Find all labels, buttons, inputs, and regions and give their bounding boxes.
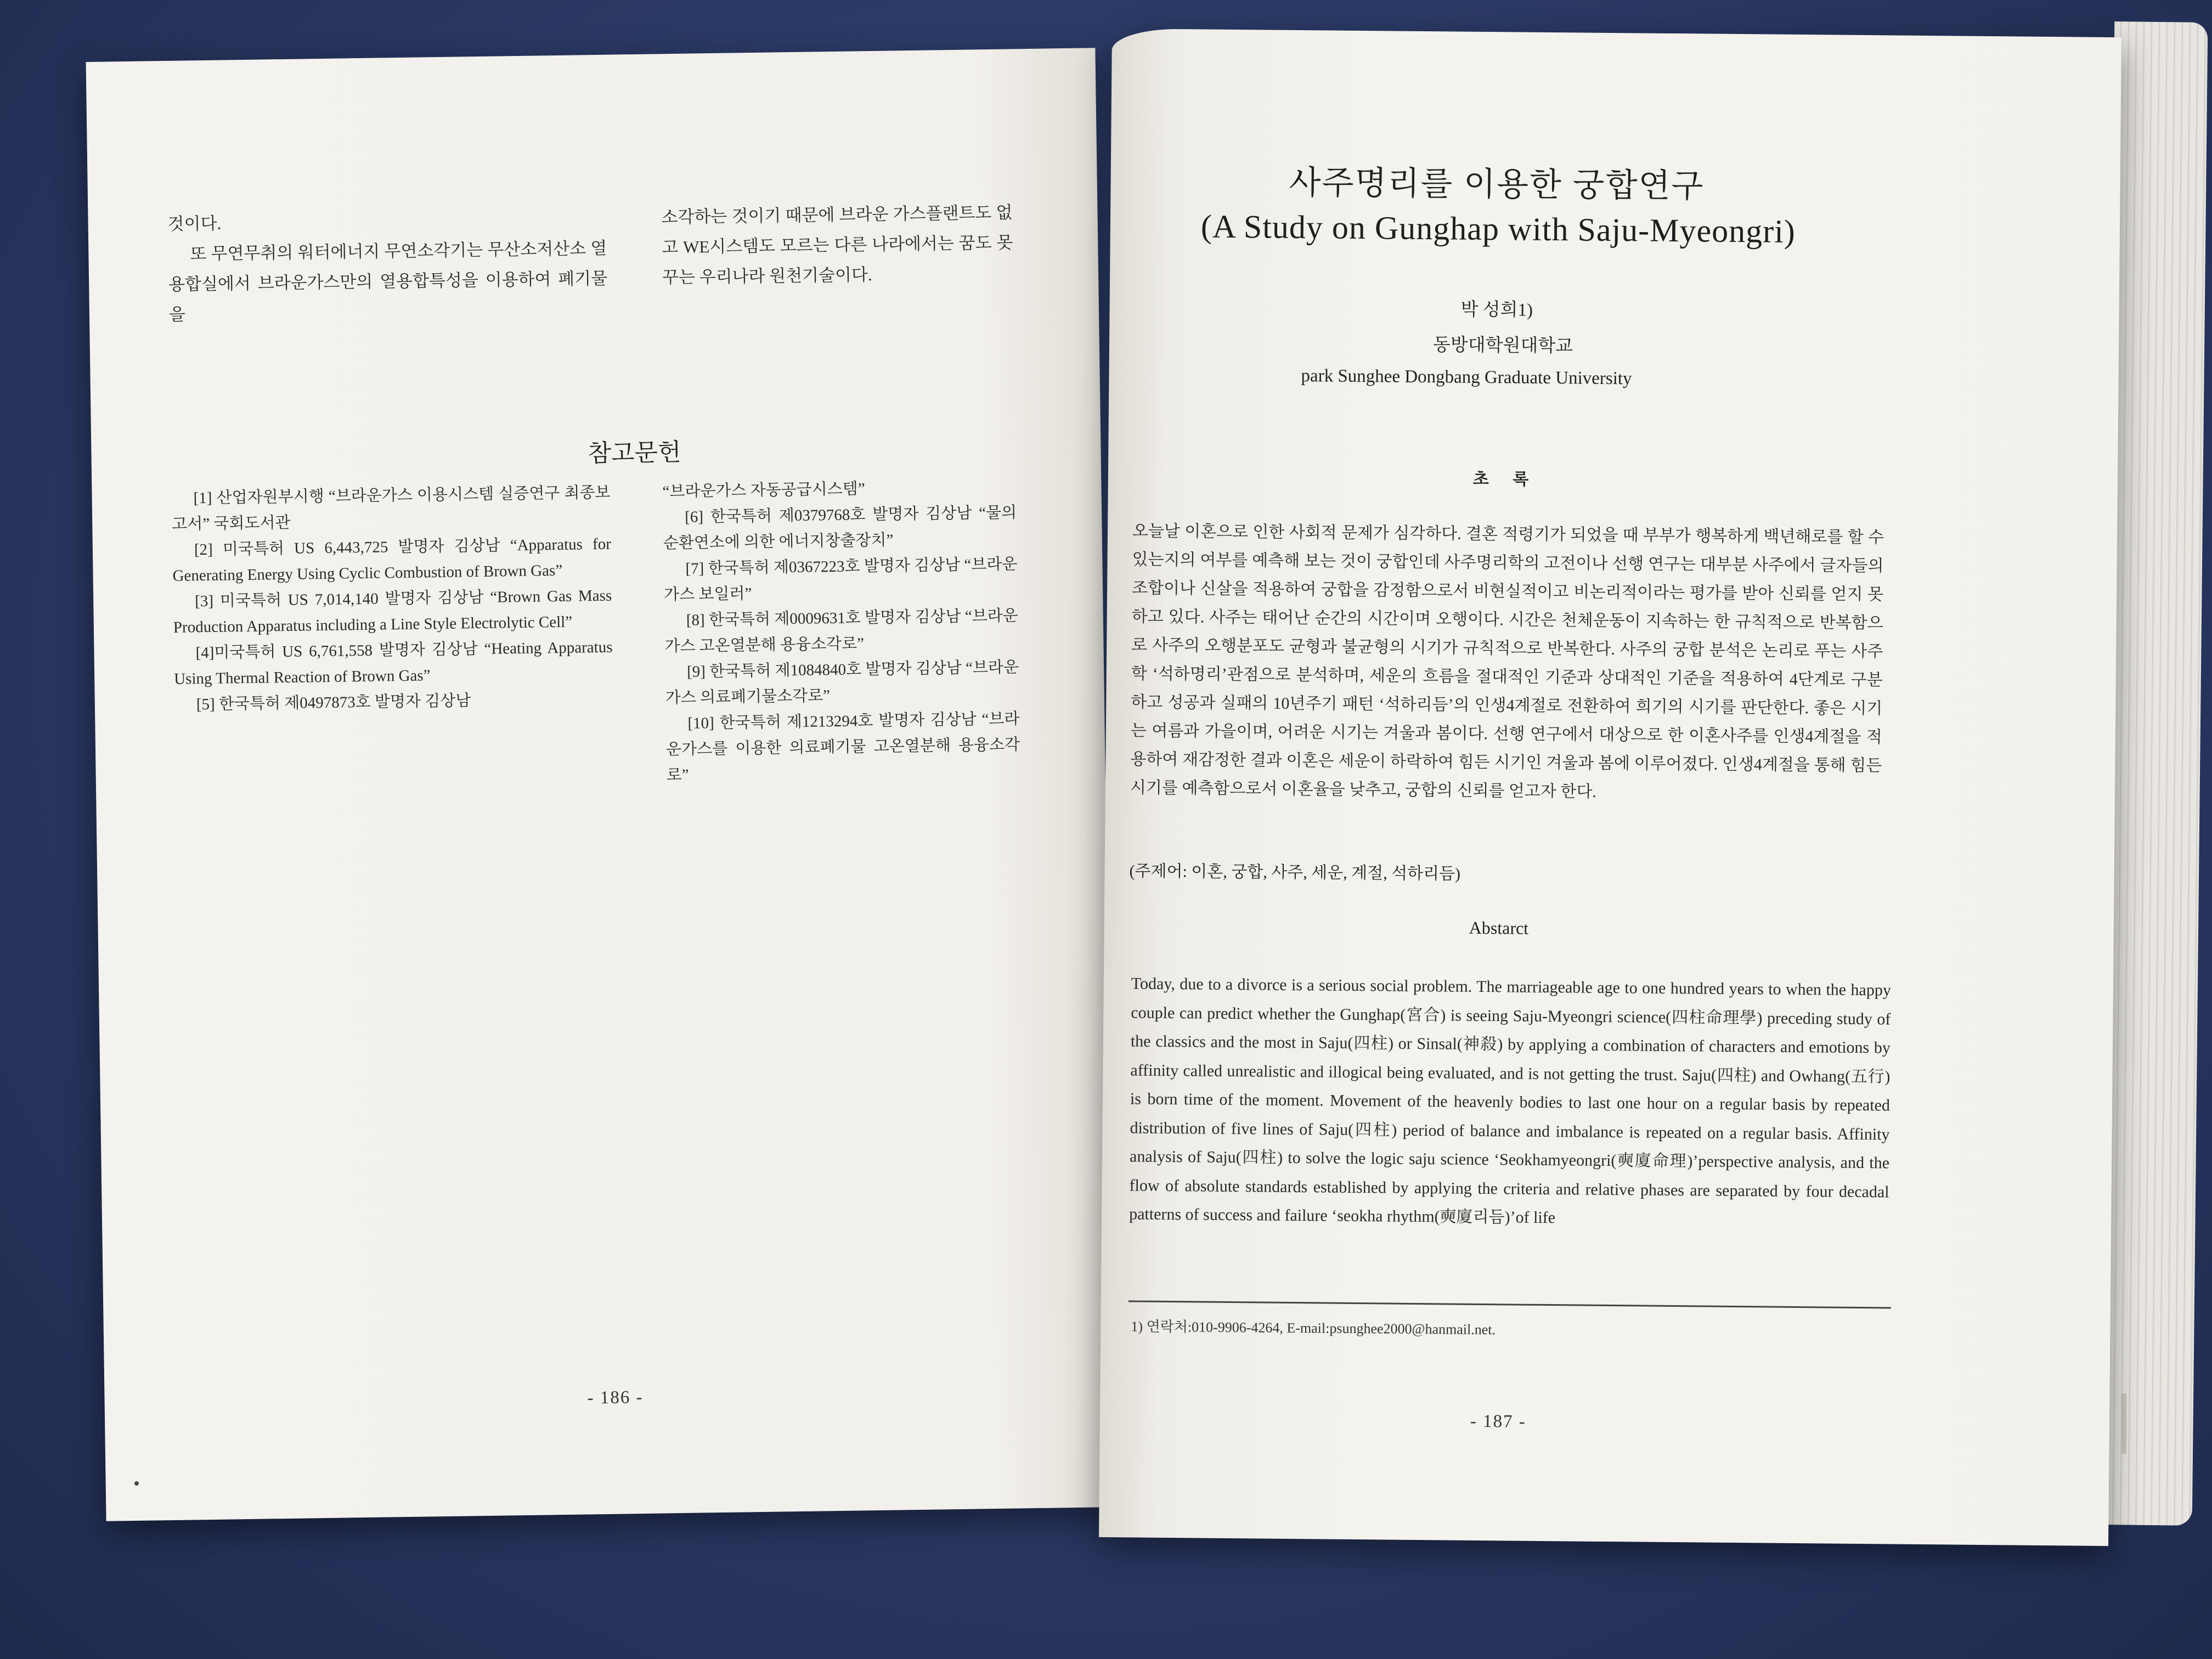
affiliation-english: park Sunghee Dongbang Graduate University [1301,366,1632,389]
reference-item: [5] 한국특허 제0497873호 발명자 김상남 [196,692,471,714]
reference-item: [8] 한국특허 제0009631호 발명자 김상남 “브라운가스 고온열분해 용융소각로” [664,607,1019,656]
references-list-right [662,474,1020,788]
reference-item: [2] 미국특허 US 6,443,725 발명자 김상남 “Apparatus for Generating Energy Using Cyclic Combustion of Brown Gas” [172,535,612,585]
abstract-korean-text: 오늘날 이혼으로 인한 사회적 문제가 심각하다. 결혼 적령기가 되었을 때 부부가 행복하게 백년해로를 할 수 있는지의 여부를 예측해 보는 것이 궁합인데 사주명리학의 고전이나 선행 연구는 대부분 사주에서 글자들의 조합이나 신살을 적용하여 궁합을 감정함으로서 비현실적이고 비논리적이라는 평가를 받아 신뢰를 얻지 못하고 있다. 사주는 태어난 순간의 시간이며 오행이다. 시간은 천체운동이 지속하는 한 규칙적으로 반복함으로 사주의 오행분포도 균형과 불균형의 시기가 규칙적으로 반복한다. 사주의 궁합 분석은 논리로 푸는 사주학 ‘석하명리’관점으로 분석하며, 세운의 흐름을 절대적인 기준과 상대적인 기준을 적용하여 4단계로 구분하고 성공과 실패의 10년주기 패턴 ‘석하리듬’의 인생4계절로 전환하여 희기의 시기를 판단한다. 좋은 시기는 여름과 가을이며, 어려운 시기는 겨울과 봄이다. 선행 연구에서 대상으로 한 이혼사주를 인생4계절을 적용하여 재감정한 결과 이혼은 세운이 하락하여 힘든 시기인 겨울과 봄에 이루어졌다. 인생4계절을 통해 힘든 시기를 예측함으로서 이혼율을 낮추고, 궁합의 신뢰를 얻고자 한다. [1130,522,1884,801]
footnote: 1) 연락처:010-9906-4264, E-mail:psunghee2000@hanmail.net. [1131,1318,1496,1338]
right-page [1099,29,2121,1546]
author-name: 박 성희1) [1460,300,1533,320]
left-page [86,48,1116,1521]
abstract-english [1129,969,1891,1235]
reference-item: [4]미국특허 US 6,761,558 발명자 김상남 “Heating Apparatus Using Thermal Reaction of Brown Gas” [174,638,613,688]
keywords: (주제어: 이혼, 궁합, 사주, 세운, 계절, 석하리듬) [1129,862,1461,883]
page-number-right: - 187 - [1470,1411,1527,1432]
left-column-1 [167,203,608,330]
paragraph: 소각하는 것이기 때문에 브라운 가스플랜트도 없고 WE시스템도 모르는 다른 나라에서는 꿈도 못 꾸는 우리나라 원천기술이다. [661,202,1013,287]
abstract-heading-korean: 초 록 [1472,470,1539,489]
paper-title-korean: 사주명리를 이용한 궁합연구 [1289,163,1705,205]
abstract-heading-english: Abstarct [1469,917,1529,938]
left-column-2 [661,197,1013,292]
page-number-left: - 186 - [587,1387,644,1408]
reference-item: [1] 산업자원부시행 “브라운가스 이용시스템 실증연구 최종보고서” 국회도서관 [172,483,611,533]
abstract-english-text: Today, due to a divorce is a serious social problem. The marriageable age to one hundred years to when the happy couple can predict whether the Gunghap(宮合) is seeing Saju-Myeongri science(四柱命理學) preceding study of the classics and the most in Saju(四柱) or Sinsal(神殺) by applying a combination of characters and emotions by affinity called unrealistic and illogical being evaluated, and is not getting the trust. Saju(四柱) and Owhang(五行) is born time of the moment. Movement of the heavenly bodies to last one hour on a regular basis by repeated distribution of five lines of Saju(四柱) period of balance and imbalance is repeated on a regular basis. Affinity analysis of Saju(四柱) to solve the logic saju science ‘Seokhamyeongri(奭廈命理)’perspective analysis, and the flow of absolute standards established by applying the criteria and relative phases are separated by four decadal patterns of success and failure ‘seokha rhythm(奭廈리듬)’of life [1129,974,1891,1227]
footnote-divider [1128,1300,1891,1308]
paragraph: 것이다. [167,213,222,234]
references-title: 참고문헌 [588,438,681,467]
paper-title-english: (A Study on Gunghap with Saju-Myeongri) [1200,208,1796,250]
abstract-korean [1130,517,1884,809]
paragraph: 또 무연무취의 워터에너지 무연소각기는 무산소저산소 열용합실에서 브라운가스만의 열용합특성을 이용하여 폐기물을 [168,238,608,324]
references-list-left [171,480,613,718]
reference-item: [9] 한국특허 제1084840호 발명자 김상남 “브라운가스 의료폐기물소각로” [665,658,1019,707]
reference-item: [7] 한국특허 제0367223호 발명자 김상남 “브라운가스 보일러” [663,555,1018,604]
reference-item: “브라운가스 자동공급시스템” [662,480,865,501]
reference-item: [3] 미국특허 US 7,014,140 발명자 김상남 “Brown Gas Mass Production Apparatus including a Line Style Electrolytic Cell” [173,586,612,636]
reference-item: [10] 한국특허 제1213294호 발명자 김상남 “브라운가스를 이용한 의료폐기물 고온열분해 용융소각로” [665,710,1020,785]
reference-item: [6] 한국특허 제0379768호 발명자 김상남 “물의 순환연소에 의한 에너지창출장치” [663,504,1017,552]
dust-speck [134,1481,139,1486]
affiliation-korean: 동방대학원대학교 [1432,335,1573,357]
